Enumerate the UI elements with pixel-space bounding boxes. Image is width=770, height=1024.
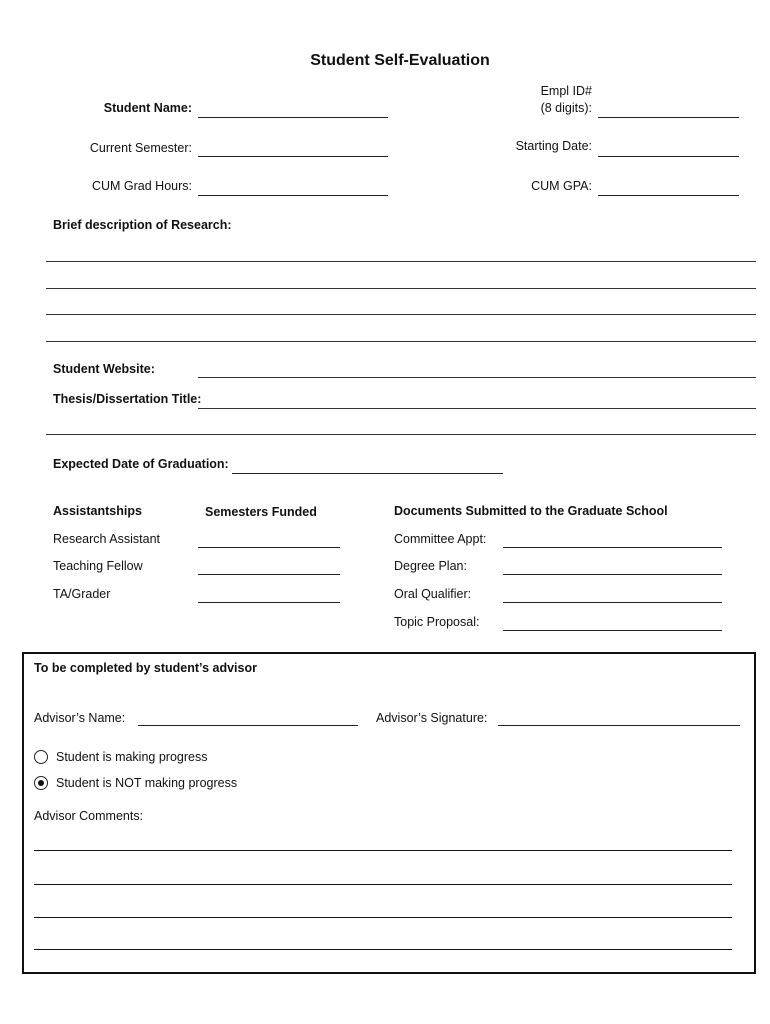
documents-header: Documents Submitted to the Graduate School	[394, 504, 668, 518]
document-label: Oral Qualifier:	[394, 587, 472, 601]
advisor-name-label: Advisor’s Name:	[34, 711, 126, 725]
semesters-funded-field[interactable]	[198, 547, 340, 548]
not-progress-radio[interactable]	[34, 776, 48, 790]
starting-date-label: Starting Date:	[515, 139, 592, 153]
document-label: Committee Appt:	[394, 532, 487, 546]
research-line[interactable]	[46, 261, 756, 262]
advisor-section-header: To be completed by student’s advisor	[34, 661, 257, 675]
document-field[interactable]	[503, 547, 722, 548]
advisor-name-field[interactable]	[138, 725, 358, 726]
cum-grad-hours-field[interactable]	[198, 195, 388, 196]
research-line[interactable]	[46, 288, 756, 289]
thesis-field-line2[interactable]	[46, 434, 756, 435]
website-field[interactable]	[198, 377, 756, 378]
student-name-label: Student Name:	[103, 101, 192, 115]
document-label: Topic Proposal:	[394, 615, 480, 629]
graduation-label: Expected Date of Graduation:	[53, 457, 229, 471]
thesis-label: Thesis/Dissertation Title:	[53, 392, 202, 406]
graduation-field[interactable]	[232, 473, 503, 474]
page-title: Student Self-Evaluation	[310, 52, 490, 69]
assistantship-label: Research Assistant	[53, 532, 160, 546]
document-field[interactable]	[503, 602, 722, 603]
cum-gpa-field[interactable]	[598, 195, 739, 196]
empl-id-label-line1: Empl ID#	[540, 84, 592, 98]
advisor-comments-label: Advisor Comments:	[34, 809, 144, 823]
document-label: Degree Plan:	[394, 559, 467, 573]
advisor-comments-line[interactable]	[34, 884, 732, 885]
document-field[interactable]	[503, 630, 722, 631]
student-name-field[interactable]	[198, 117, 388, 118]
current-semester-label: Current Semester:	[89, 141, 192, 155]
assistantship-label: TA/Grader	[53, 587, 111, 601]
research-line[interactable]	[46, 314, 756, 315]
progress-radio[interactable]	[34, 750, 48, 764]
website-label: Student Website:	[53, 362, 155, 376]
progress-option-label: Student is making progress	[56, 750, 208, 764]
advisor-comments-line[interactable]	[34, 850, 732, 851]
advisor-comments-line[interactable]	[34, 917, 732, 918]
empl-id-label-line2: (8 digits):	[540, 101, 592, 115]
advisor-signature-field[interactable]	[498, 725, 740, 726]
thesis-field[interactable]	[198, 408, 756, 409]
not-progress-option-label: Student is NOT making progress	[56, 776, 238, 790]
advisor-signature-label: Advisor’s Signature:	[376, 711, 488, 725]
semesters-funded-field[interactable]	[198, 602, 340, 603]
advisor-comments-line[interactable]	[34, 949, 732, 950]
cum-grad-hours-label: CUM Grad Hours:	[91, 179, 192, 193]
empl-id-field[interactable]	[598, 117, 739, 118]
cum-gpa-label: CUM GPA:	[531, 179, 592, 193]
semesters-funded-field[interactable]	[198, 574, 340, 575]
research-label: Brief description of Research:	[53, 218, 232, 232]
document-field[interactable]	[503, 574, 722, 575]
starting-date-field[interactable]	[598, 156, 739, 157]
current-semester-field[interactable]	[198, 156, 388, 157]
semesters-funded-header: Semesters Funded	[205, 505, 317, 519]
research-line[interactable]	[46, 341, 756, 342]
assistantship-label: Teaching Fellow	[53, 559, 143, 573]
assistantships-header: Assistantships	[53, 504, 142, 518]
